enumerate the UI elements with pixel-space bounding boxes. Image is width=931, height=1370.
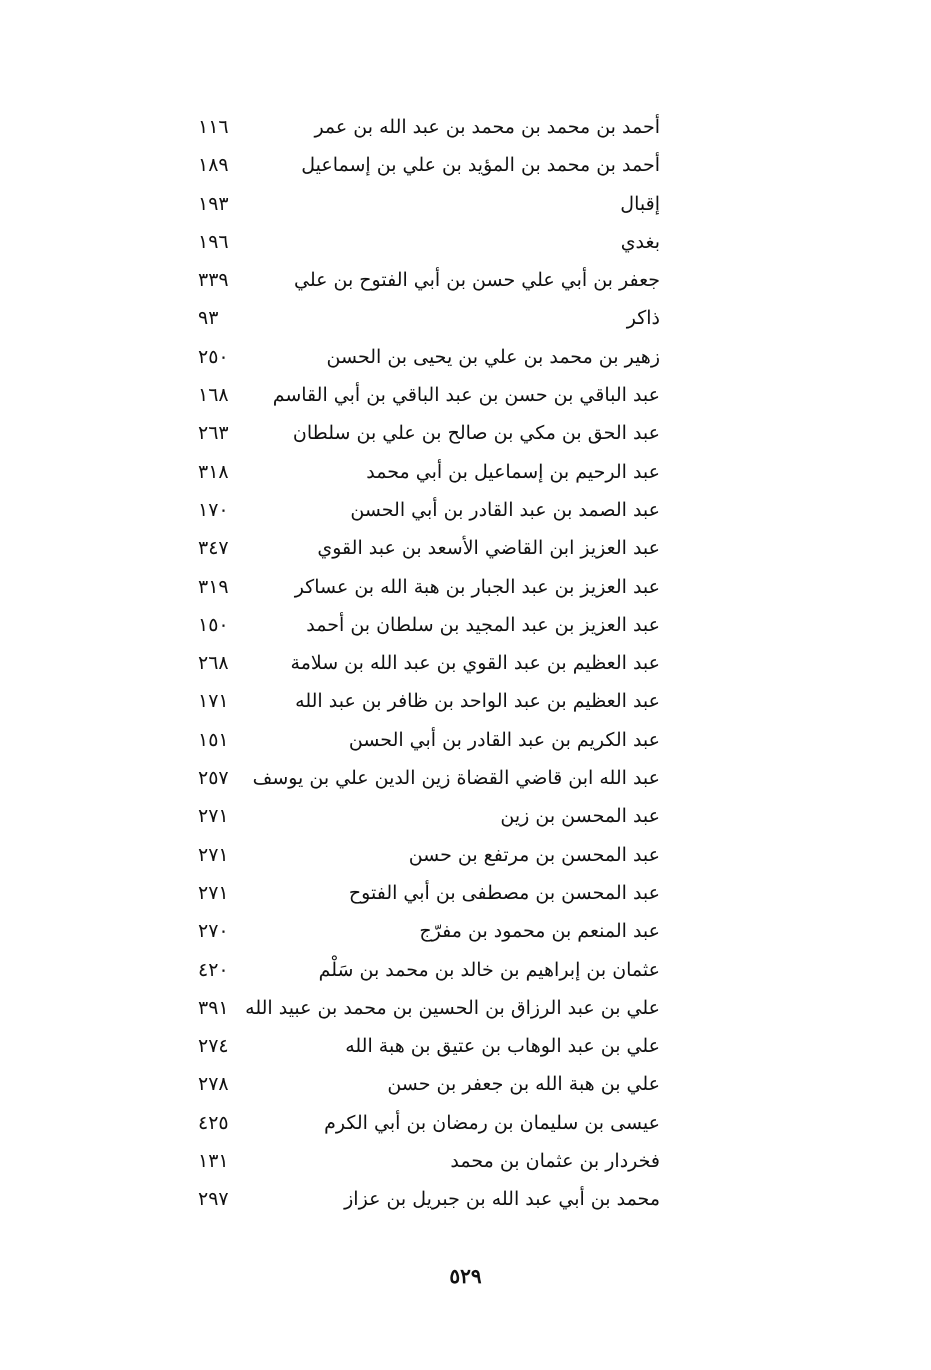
entry-page-number: ٢٧١ (198, 843, 229, 866)
index-entry (180, 185, 660, 223)
entry-page-number: ٣٤٧ (198, 537, 229, 560)
index-entry (180, 414, 660, 452)
entry-name: عيسى بن سليمان بن رمضان بن أبي الكرم (324, 1111, 660, 1134)
index-entry (180, 836, 660, 874)
index-entry (180, 453, 660, 491)
entry-name: عبد الصمد بن عبد القادر بن أبي الحسن (350, 498, 660, 521)
entry-page-number: ٤٢٥ (198, 1111, 229, 1134)
index-entry (180, 146, 660, 184)
index-entry (180, 568, 660, 606)
entry-name: عبد الحق بن مكي بن صالح بن علي بن سلطان (292, 422, 660, 445)
entry-name: إقبال (620, 192, 660, 215)
entry-name: جعفر بن أبي علي حسن بن أبي الفتوح بن علي (293, 269, 660, 292)
entry-page-number: ١٧١ (198, 690, 229, 713)
entry-name: عبد الله ابن قاضي القضاة زين الدين علي بن يوسف (252, 767, 660, 790)
entry-page-number: ١٦٨ (198, 384, 229, 407)
index-entry (180, 108, 660, 146)
entry-page-number: ١٥١ (198, 728, 229, 751)
entry-name: زهير بن محمد بن علي بن يحيى بن الحسن (326, 345, 660, 368)
index-entry (180, 299, 660, 337)
index-entry (180, 721, 660, 759)
entry-name: محمد بن أبي عبد الله بن جبريل بن عزاز (344, 1188, 660, 1211)
entry-page-number: ١٩٦ (198, 230, 229, 253)
entry-page-number: ٩٣ (198, 307, 219, 330)
entry-name: عبد العزيز بن عبد الجبار بن هبة الله بن عساكر (294, 575, 660, 598)
entry-page-number: ٢٦٣ (198, 422, 229, 445)
entry-page-number: ١٣١ (198, 1150, 229, 1173)
entry-name: علي بن عبد الرزاق بن الحسين بن محمد بن عبيد الله (245, 996, 660, 1019)
index-entry (180, 529, 660, 567)
index-entry (180, 1104, 660, 1142)
index-entry (180, 912, 660, 950)
entry-page-number: ١١٦ (198, 116, 229, 138)
entry-page-number: ٣١٨ (198, 460, 229, 483)
entry-name: عبد الرحيم بن إسماعيل بن أبي محمد (366, 460, 660, 483)
entry-name: أحمد بن محمد بن محمد بن عبد الله بن عمر (314, 116, 660, 138)
index-entry (180, 759, 660, 797)
entry-name: عثمان بن إبراهيم بن خالد بن محمد بن سَلْم (318, 958, 660, 981)
entry-name: عبد العزيز بن عبد المجيد بن سلطان بن أحمد (306, 613, 660, 636)
entry-page-number: ٢٧٤ (198, 1035, 229, 1058)
entry-name: عبد العظيم بن عبد القوي بن عبد الله بن سلامة (290, 652, 660, 675)
entry-page-number: ٣٩١ (198, 996, 229, 1019)
entry-page-number: ٢٥٧ (198, 767, 229, 790)
entry-page-number: ١٩٣ (198, 192, 229, 215)
index-entry (180, 874, 660, 912)
index-entry (180, 606, 660, 644)
index-entry (180, 1065, 660, 1103)
entry-page-number: ٢٧١ (198, 881, 229, 904)
entry-name: عبد العزيز ابن القاضي الأسعد بن عبد القوي (317, 537, 660, 560)
entry-name: بغدي (620, 230, 660, 253)
entry-page-number: ٢٩٧ (198, 1188, 229, 1211)
index-entry (180, 951, 660, 989)
entry-page-number: ٢٧١ (198, 805, 229, 828)
entry-page-number: ٢٧٨ (198, 1073, 229, 1096)
index-entry (180, 338, 660, 376)
entry-page-number: ٢٥٠ (198, 345, 229, 368)
index-entry (180, 1027, 660, 1065)
page-number: ٥٢٩ (449, 1264, 482, 1288)
entry-name: عبد العظيم بن عبد الواحد بن ظافر بن عبد الله (295, 690, 660, 713)
entry-page-number: ١٥٠ (198, 613, 229, 636)
index-entry (180, 1142, 660, 1180)
index-list (180, 108, 660, 1219)
entry-page-number: ٢٧٠ (198, 920, 229, 943)
entry-page-number: ٣٣٩ (198, 269, 229, 292)
index-entry (180, 261, 660, 299)
entry-page-number: ٣١٩ (198, 575, 229, 598)
entry-name: علي بن هبة الله بن جعفر بن حسن (387, 1073, 660, 1096)
index-entry (180, 491, 660, 529)
entry-name: عبد الباقي بن حسن بن عبد الباقي بن أبي القاسم (272, 384, 660, 407)
entry-name: عبد المحسن بن مرتفع بن حسن (408, 843, 660, 866)
index-entry (180, 989, 660, 1027)
entry-name: عبد المحسن بن مصطفى بن أبي الفتوح (348, 881, 660, 904)
entry-name: عبد المنعم بن محمود بن مفرّج (419, 920, 660, 943)
entry-page-number: ١٨٩ (198, 154, 229, 177)
entry-name: ذاكر (626, 307, 660, 330)
entry-name: عبد الكريم بن عبد القادر بن أبي الحسن (348, 728, 660, 751)
index-entry (180, 223, 660, 261)
entry-name: أحمد بن محمد بن المؤيد بن علي بن إسماعيل (301, 154, 660, 177)
index-entry (180, 797, 660, 835)
entry-name: علي بن عبد الوهاب بن عتيق بن هبة الله (345, 1035, 660, 1058)
entry-name: عبد المحسن بن زين (500, 805, 660, 828)
entry-page-number: ١٧٠ (198, 498, 229, 521)
index-entry (180, 682, 660, 720)
index-entry (180, 1180, 660, 1218)
entry-page-number: ٢٦٨ (198, 652, 229, 675)
index-entry (180, 376, 660, 414)
entry-name: فخردار بن عثمان بن محمد (450, 1150, 660, 1173)
index-entry (180, 644, 660, 682)
entry-page-number: ٤٢٠ (198, 958, 229, 981)
